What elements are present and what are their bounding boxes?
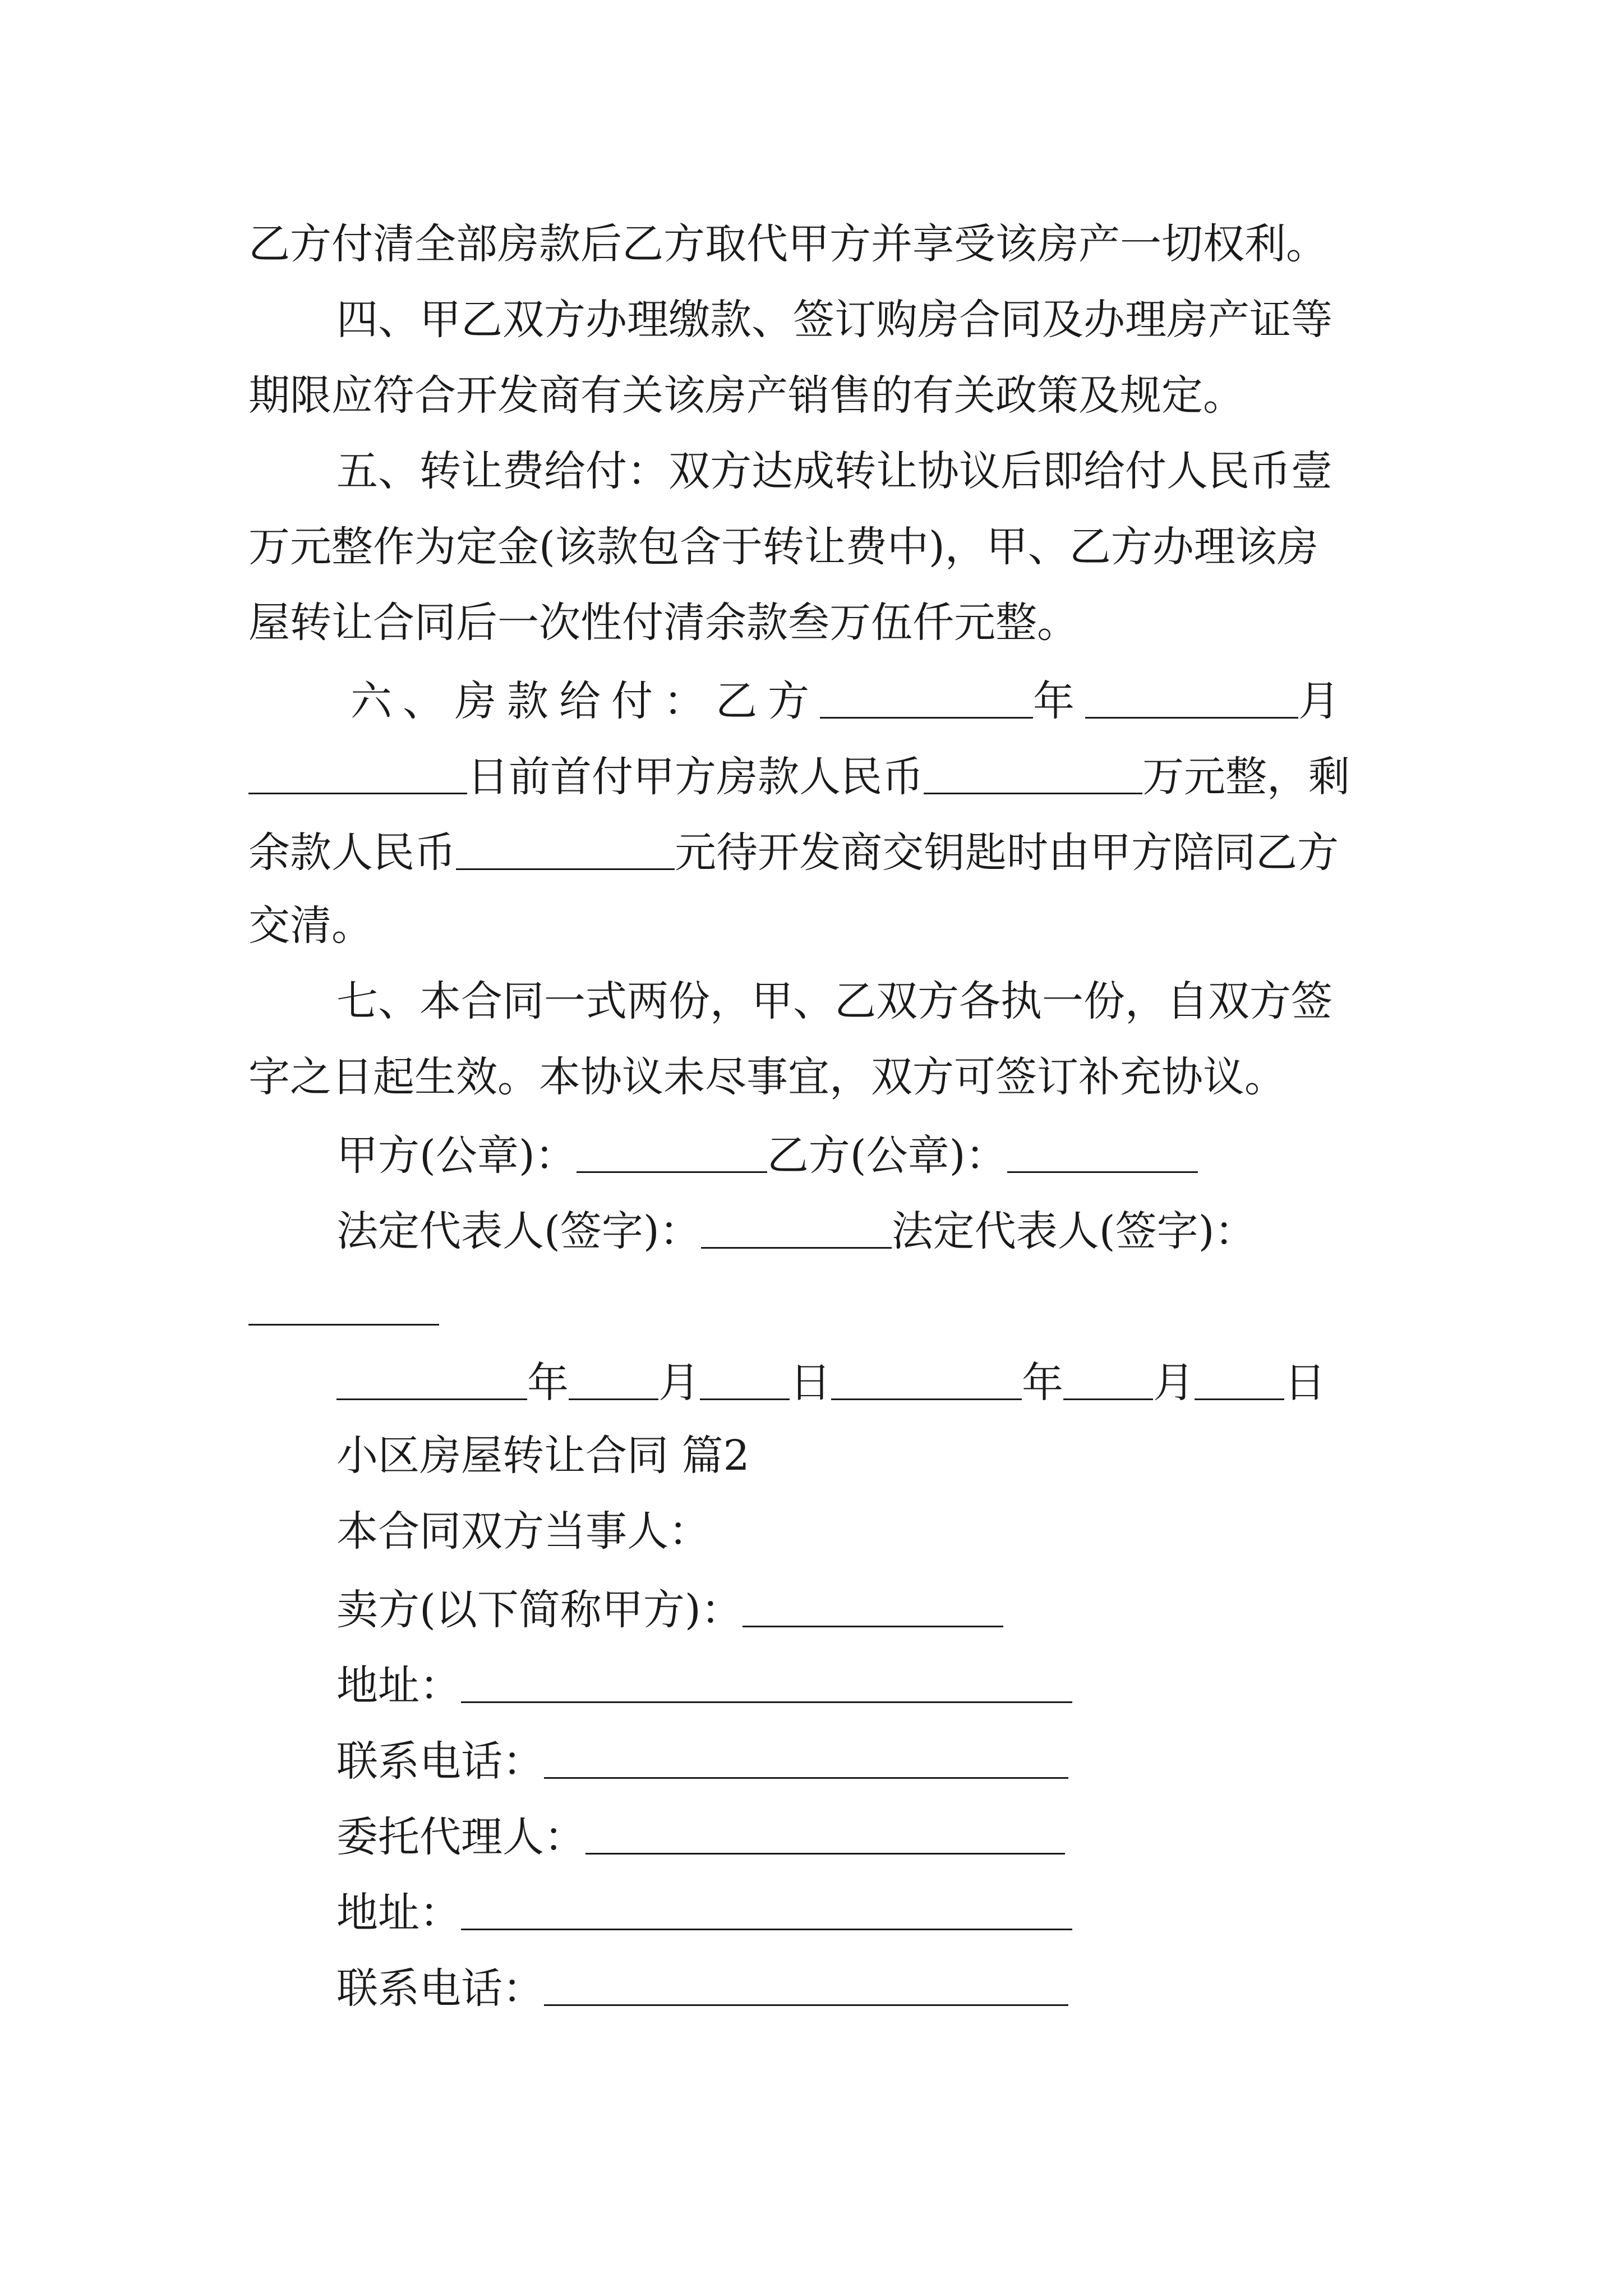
seller-phone-blank [544, 1738, 1068, 1779]
date-line [336, 1359, 1326, 1407]
parties-heading: 本合同双方当事人： [336, 1507, 710, 1556]
agent-phone-label: 联系电话： [336, 1964, 544, 2013]
seal-line [336, 1131, 1198, 1180]
payment-day-blank [248, 753, 467, 794]
party-a-seal-blank [577, 1132, 767, 1173]
seller-label: 卖方(以下简称甲方)： [336, 1586, 743, 1634]
agent-label: 委托代理人： [336, 1813, 585, 1861]
party-b-seal-label: 乙方(公章)： [767, 1131, 1007, 1180]
agent-phone-blank [544, 1965, 1068, 2006]
paragraph-4-line-2: 期限应符合开发商有关该房产销售的有关政策及规定。 [248, 371, 1244, 420]
seller-address-label: 地址： [336, 1662, 461, 1710]
paragraph-3-tail: 乙方付清全部房款后乙方取代甲方并享受该房产一切权利。 [248, 220, 1327, 268]
party-a-seal-label: 甲方(公章)： [336, 1131, 577, 1180]
month-label: 月 [1298, 677, 1350, 725]
paragraph-5-line-3: 屋转让合同后一次性付清余款叁万伍仟元整。 [248, 599, 1078, 647]
remaining-amount-blank [456, 829, 675, 870]
paragraph-6-line-1 [351, 677, 1350, 725]
payment-month-blank [1085, 678, 1298, 719]
paragraph-7-line-1: 七、本合同一式两份，甲、乙双方各执一份，自双方签 [336, 977, 1332, 1025]
agent-line [336, 1813, 1065, 1861]
agent-phone-line [336, 1964, 1068, 2013]
legal-rep-b-blank [248, 1290, 439, 1326]
party-a-year-label: 年 [527, 1359, 569, 1407]
paragraph-5-line-2: 万元整作为定金(该款包含于转让费中)，甲、乙方办理该房 [248, 523, 1318, 571]
paragraph-4-line-1: 四、甲乙双方办理缴款、签订购房合同及办理房产证等 [336, 296, 1332, 344]
party-a-year-blank [336, 1359, 527, 1400]
party-b-month-label: 月 [1153, 1359, 1195, 1407]
party-b-month-blank [1063, 1359, 1153, 1400]
party-a-month-label: 月 [658, 1359, 700, 1407]
first-payment-amount-blank [924, 753, 1142, 794]
paragraph-6-line-4: 交清。 [248, 901, 373, 950]
legal-rep-line [336, 1207, 1256, 1255]
party-a-day-label: 日 [790, 1359, 831, 1407]
seller-line [336, 1586, 1003, 1634]
agent-address-label: 地址： [336, 1889, 461, 1937]
year-label: 年 [1033, 677, 1085, 725]
seller-phone-label: 联系电话： [336, 1737, 544, 1786]
first-payment-label: 日前首付甲方房款人民币 [467, 753, 924, 801]
paragraph-6-line-2 [248, 753, 1350, 801]
party-b-year-label: 年 [1022, 1359, 1063, 1407]
legal-rep-a-label: 法定代表人(签字)： [336, 1207, 701, 1255]
remaining-label: 余款人民币 [248, 829, 456, 877]
agent-address-blank [461, 1889, 1072, 1930]
handover-label: 元待开发商交钥匙时由甲方陪同乙方 [675, 829, 1339, 877]
seller-address-line [336, 1662, 1072, 1710]
paragraph-6-line-3 [248, 829, 1339, 877]
paragraph-7-line-2: 字之日起生效。本协议未尽事宜，双方可签订补充协议。 [248, 1053, 1286, 1101]
section-2-title: 小区房屋转让合同 篇2 [336, 1432, 750, 1480]
seller-address-blank [461, 1662, 1072, 1703]
seller-phone-line [336, 1737, 1068, 1786]
party-b-day-blank [1195, 1359, 1284, 1400]
party-a-month-blank [569, 1359, 658, 1400]
wan-yuan-label: 万元整，剩 [1142, 753, 1350, 801]
legal-rep-b-label: 法定代表人(签字)： [891, 1207, 1256, 1255]
paragraph-5-line-1: 五、转让费给付：双方达成转让协议后即给付人民币壹 [336, 447, 1332, 495]
party-b-seal-blank [1007, 1132, 1198, 1173]
payment-terms-label: 六、房款给付：乙方 [351, 677, 820, 725]
seller-blank [743, 1586, 1003, 1627]
agent-blank [585, 1814, 1065, 1855]
legal-rep-a-blank [701, 1208, 892, 1249]
party-b-year-blank [831, 1359, 1022, 1400]
party-a-day-blank [700, 1359, 790, 1400]
payment-year-blank [820, 678, 1033, 719]
agent-address-line [336, 1889, 1072, 1937]
party-b-day-label: 日 [1284, 1359, 1326, 1407]
